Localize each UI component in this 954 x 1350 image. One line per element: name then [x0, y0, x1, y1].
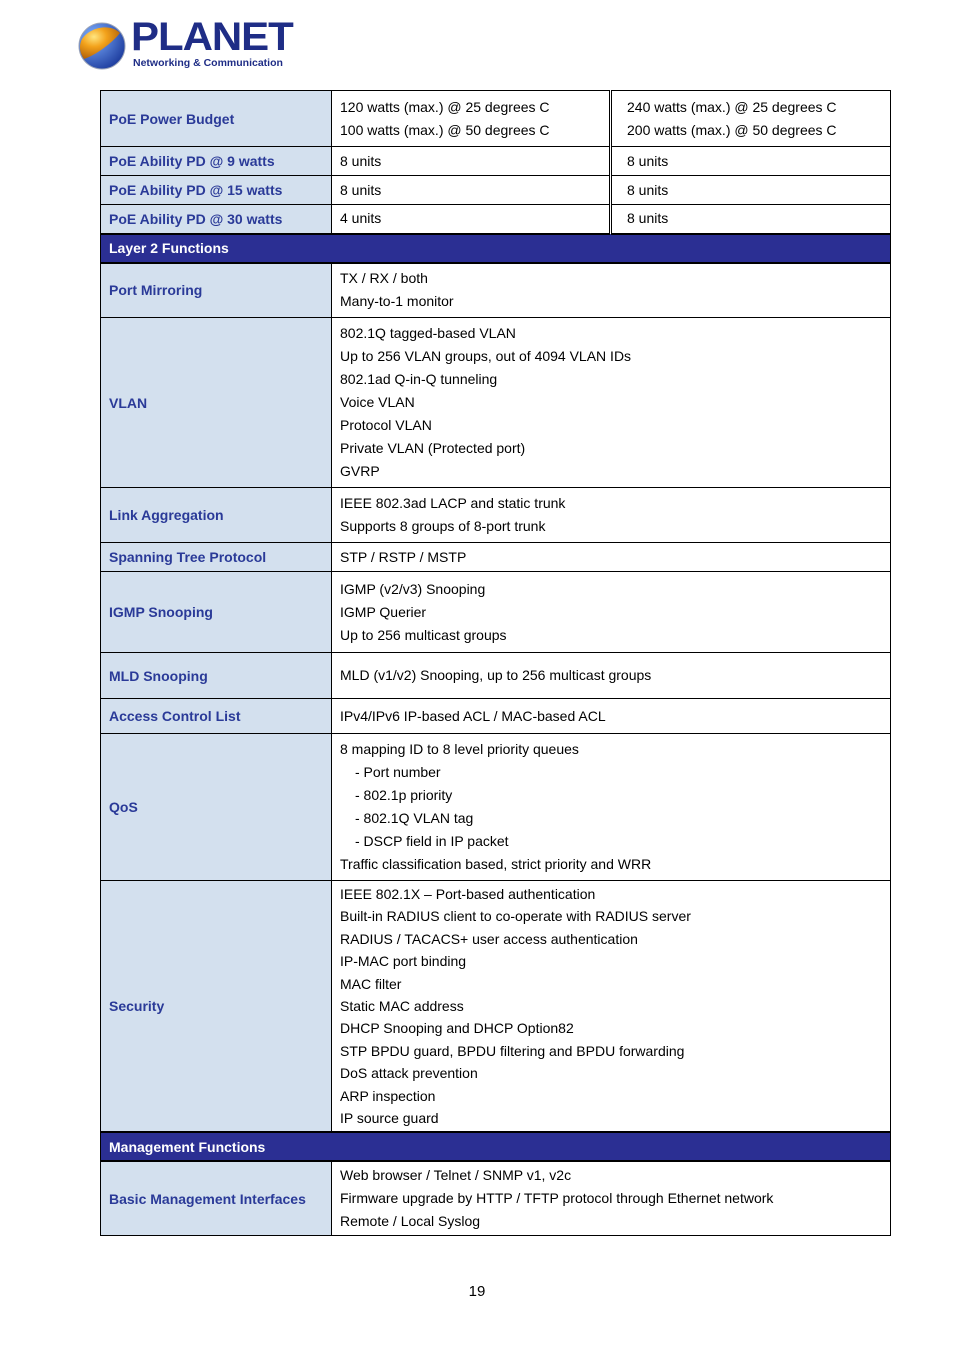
value-line: Supports 8 groups of 8-port trunk — [340, 518, 546, 534]
row-value: 8 units — [332, 176, 611, 205]
globe-icon — [76, 19, 128, 71]
row-value — [332, 488, 891, 543]
value-line: 200 watts (max.) @ 50 degrees C — [627, 121, 837, 138]
section-title: Management Functions — [101, 1132, 891, 1161]
table-row — [101, 205, 891, 234]
section-header-layer2 — [101, 234, 891, 263]
table-row — [101, 734, 891, 881]
page-number: 19 — [468, 1283, 486, 1300]
row-label: Security — [101, 881, 332, 1133]
row-value: 8 units — [611, 147, 891, 176]
row-value — [332, 91, 611, 147]
row-value — [332, 263, 891, 318]
logo-tagline: Networking & Communication — [133, 57, 283, 69]
value-line: - 802.1p priority — [355, 787, 453, 803]
row-value: 4 units — [332, 205, 611, 234]
value-line: TX / RX / both — [340, 270, 428, 287]
value-line: IP source guard — [340, 1110, 439, 1127]
row-label: VLAN — [101, 318, 332, 488]
table-row — [101, 1161, 891, 1236]
row-value: 8 units — [332, 147, 611, 176]
value-line: Protocol VLAN — [340, 417, 432, 433]
row-label: PoE Ability PD @ 15 watts — [101, 176, 332, 205]
value-line: IGMP (v2/v3) Snooping — [340, 580, 486, 597]
table-row — [101, 572, 891, 653]
value-line: GVRP — [340, 463, 380, 479]
row-value — [332, 1161, 891, 1236]
value-line: Many-to-1 monitor — [340, 293, 454, 310]
section-title: Layer 2 Functions — [101, 234, 891, 263]
value-line: Up to 256 VLAN groups, out of 4094 VLAN IDs — [340, 348, 632, 364]
value-line: - 802.1Q VLAN tag — [355, 810, 474, 826]
value-line: MAC filter — [340, 975, 402, 992]
row-label: QoS — [101, 734, 332, 881]
table-row — [101, 488, 891, 543]
table-row — [101, 91, 891, 147]
table-row — [101, 699, 891, 734]
row-label: PoE Ability PD @ 9 watts — [101, 147, 332, 176]
value-line: STP BPDU guard, BPDU filtering and BPDU forwarding — [340, 1042, 685, 1059]
value-line: Up to 256 multicast groups — [340, 626, 507, 643]
table-row — [101, 318, 891, 488]
section-header-management — [101, 1132, 891, 1161]
row-label: PoE Ability PD @ 30 watts — [101, 205, 332, 234]
value-line: Voice VLAN — [340, 394, 415, 410]
value-line: DHCP Snooping and DHCP Option82 — [340, 1020, 574, 1037]
row-value: 8 units — [611, 205, 891, 234]
row-label: Link Aggregation — [101, 488, 332, 543]
table-row — [101, 263, 891, 318]
row-value: 8 units — [611, 176, 891, 205]
value-line: IEEE 802.3ad LACP and static trunk — [340, 495, 566, 511]
row-label: IGMP Snooping — [101, 572, 332, 653]
table-row — [101, 881, 891, 1133]
value-line: IP-MAC port binding — [340, 953, 467, 970]
row-value: STP / RSTP / MSTP — [332, 543, 891, 572]
value-line: IGMP Querier — [340, 603, 427, 620]
value-line: 240 watts (max.) @ 25 degrees C — [627, 98, 837, 115]
value-line: ARP inspection — [340, 1087, 436, 1104]
table-row — [101, 147, 891, 176]
row-value — [332, 881, 891, 1133]
value-line: 802.1ad Q-in-Q tunneling — [340, 371, 498, 387]
logo-brand: PLANET — [131, 15, 293, 59]
value-line: - Port number — [355, 764, 441, 780]
row-label: Spanning Tree Protocol — [101, 543, 332, 572]
value-line: Firmware upgrade by HTTP / TFTP protocol through Ethernet network — [340, 1190, 774, 1207]
table-row — [101, 176, 891, 205]
value-line: Traffic classification based, strict priority and WRR — [340, 856, 652, 872]
row-label: MLD Snooping — [101, 653, 332, 699]
row-label: PoE Power Budget — [101, 91, 332, 147]
spec-table — [100, 90, 891, 1236]
row-value — [332, 318, 891, 488]
planet-logo — [76, 15, 293, 73]
row-value: IPv4/IPv6 IP-based ACL / MAC-based ACL — [332, 699, 891, 734]
value-line: 100 watts (max.) @ 50 degrees C — [340, 121, 550, 138]
value-line: Remote / Local Syslog — [340, 1213, 481, 1230]
value-line: Built-in RADIUS client to co-operate with RADIUS server — [340, 908, 691, 925]
value-line: - DSCP field in IP packet — [355, 833, 509, 849]
row-label: Access Control List — [101, 699, 332, 734]
row-value — [332, 734, 891, 881]
row-label: Port Mirroring — [101, 263, 332, 318]
row-label: Basic Management Interfaces — [101, 1161, 332, 1236]
value-line: 120 watts (max.) @ 25 degrees C — [340, 98, 550, 115]
value-line: Private VLAN (Protected port) — [340, 440, 526, 456]
value-line: RADIUS / TACACS+ user access authentication — [340, 930, 638, 947]
row-value — [332, 572, 891, 653]
value-line: IEEE 802.1X – Port-based authentication — [340, 886, 596, 902]
table-row — [101, 653, 891, 699]
table-row — [101, 543, 891, 572]
value-line: DoS attack prevention — [340, 1065, 478, 1082]
row-value — [611, 91, 891, 147]
value-line: 8 mapping ID to 8 level priority queues — [340, 741, 579, 757]
value-line: Static MAC address — [340, 998, 464, 1015]
row-value: MLD (v1/v2) Snooping, up to 256 multicast groups — [332, 653, 891, 699]
value-line: 802.1Q tagged-based VLAN — [340, 325, 516, 341]
value-line: Web browser / Telnet / SNMP v1, v2c — [340, 1167, 572, 1184]
